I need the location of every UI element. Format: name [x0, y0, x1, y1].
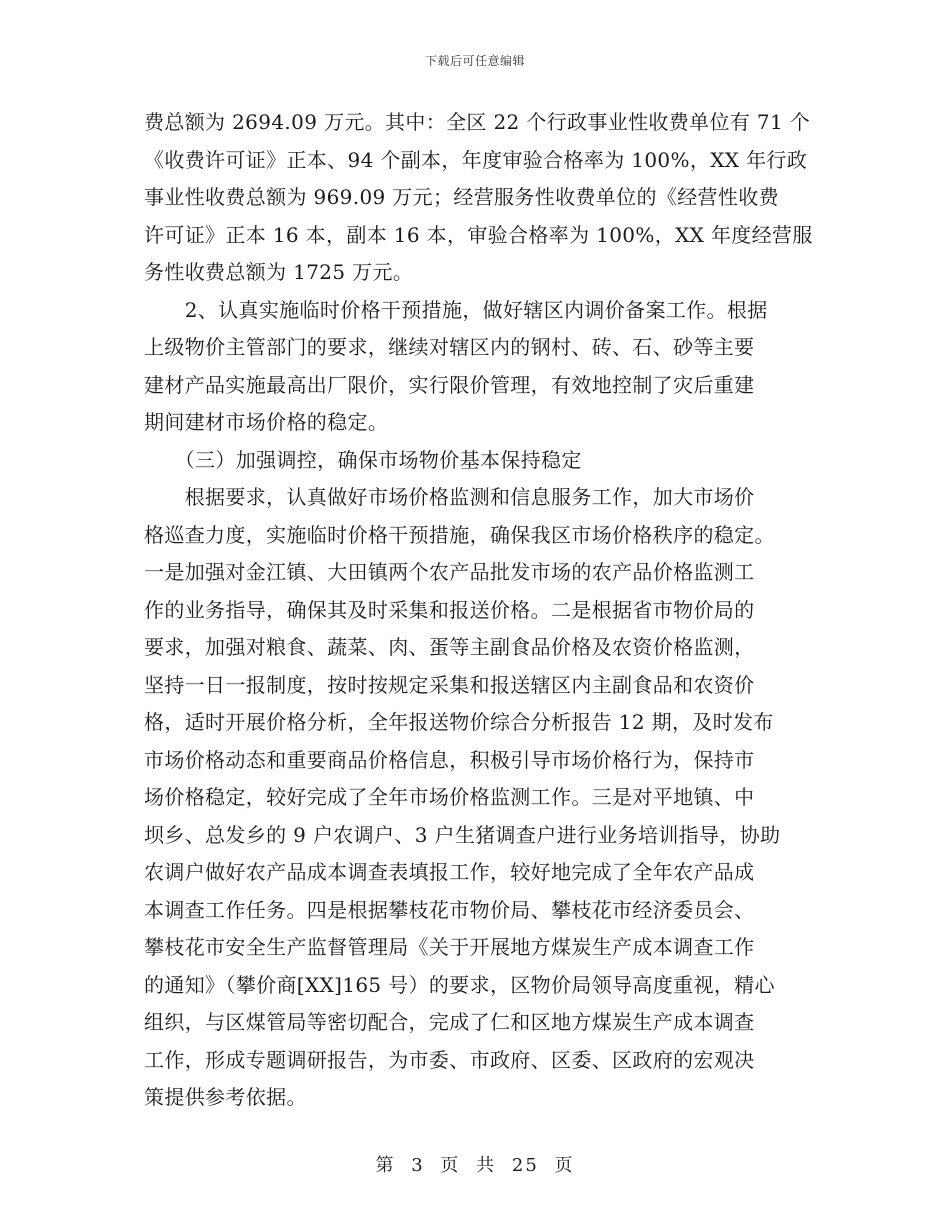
footer-total-word: 共 [476, 1155, 497, 1176]
footer-suffix: 页 [554, 1155, 575, 1176]
text-line: 攀枝花市安全生产监督管理局《关于开展地方煤炭生产成本调查工作 [144, 935, 755, 959]
text-line: 策提供参考依据。 [144, 1085, 307, 1109]
text-line: 费总额为 2694.09 万元。其中：全区 22 个行政事业性收费单位有 71 个 [144, 110, 811, 134]
text-line: 市场价格动态和重要商品价格信息，积极引导市场价格行为，保持市 [144, 747, 755, 772]
text-line: 务性收费总额为 1725 万元。 [144, 260, 414, 284]
footer-prefix: 第 [375, 1155, 396, 1176]
text-line: 农调户做好农产品成本调查表填报工作，较好地完成了全年农产品成 [144, 860, 755, 884]
text-line: 工作，形成专题调研报告，为市委、市政府、区委、区政府的宏观决 [144, 1047, 755, 1072]
text-line: （三）加强调控，确保市场物价基本保持稳定 [144, 447, 582, 472]
page-footer [0, 1151, 950, 1177]
text-line: 本调查工作任务。四是根据攀枝花市物价局、攀枝花市经济委员会、 [144, 897, 755, 922]
text-line: 坚持一日一报制度，按时按规定采集和报送辖区内主副食品和农资价 [144, 672, 755, 697]
text-line: 2、认真实施临时价格干预措施，做好辖区内调价备案工作。根据 [144, 297, 768, 322]
text-line: 期间建材市场价格的稳定。 [144, 410, 389, 434]
footer-page-word: 页 [440, 1155, 461, 1176]
text-line: 要求，加强对粮食、蔬菜、肉、蛋等主副食品价格及农资价格监测， [144, 635, 755, 659]
text-line: 场价格稳定，较好完成了全年市场价格监测工作。三是对平地镇、中 [144, 785, 755, 809]
text-line: 格，适时开展价格分析，全年报送物价综合分析报告 12 期，及时发布 [144, 710, 774, 734]
document-body [144, 104, 813, 1117]
text-line: 一是加强对金江镇、大田镇两个农产品批发市场的农产品价格监测工 [144, 560, 755, 584]
text-line: 许可证》正本 16 本，副本 16 本，审验合格率为 100%，XX 年度经营服 [144, 222, 813, 247]
text-line: 事业性收费总额为 969.09 万元；经营服务性收费单位的《经营性收费 [144, 185, 779, 209]
text-line: 的通知》（攀价商[XX]165 号）的要求，区物价局领导高度重视，精心 [144, 972, 775, 997]
text-line: 组织，与区煤管局等密切配合，完成了仁和区地方煤炭生产成本调查 [144, 1010, 755, 1034]
text-line: 建材产品实施最高出厂限价，实行限价管理，有效地控制了灾后重建 [144, 372, 755, 397]
text-line: 坝乡、总发乡的 9 户农调户、3 户生猪调查户进行业务培训指导，协助 [144, 822, 781, 847]
footer-page-number: 3 [411, 1155, 425, 1176]
page-header-note: 下载后可任意编辑 [424, 54, 525, 68]
text-line: 根据要求，认真做好市场价格监测和信息服务工作，加大市场价 [144, 485, 755, 509]
text-line: 上级物价主管部门的要求，继续对辖区内的钢村、砖、石、砂等主要 [144, 335, 755, 359]
text-line: 格巡查力度，实施临时价格干预措施，确保我区市场价格秩序的稳定。 [144, 522, 775, 547]
text-line: 作的业务指导，确保其及时采集和报送价格。二是根据省市物价局的 [144, 597, 755, 622]
footer-total-pages: 25 [511, 1155, 539, 1176]
text-line: 《收费许可证》正本、94 个副本，年度审验合格率为 100%，XX 年行政 [144, 147, 808, 172]
